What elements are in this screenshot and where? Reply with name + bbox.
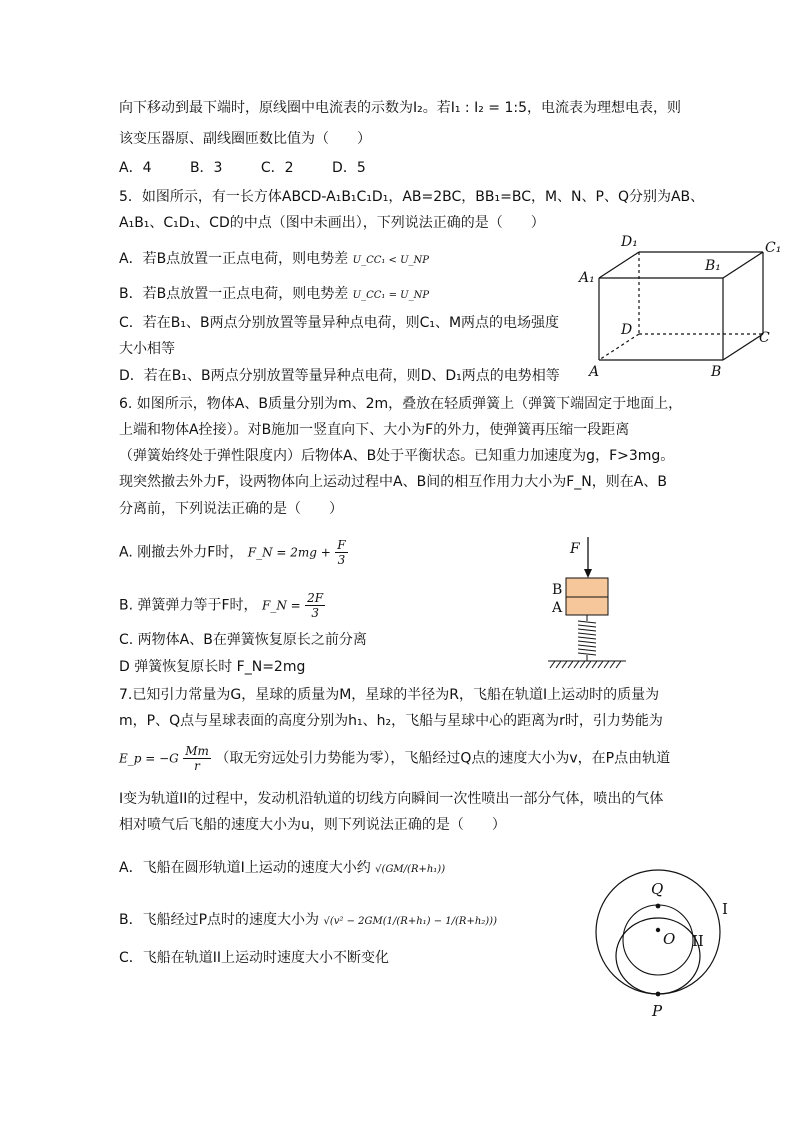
- q4-option-c: C．2: [260, 160, 294, 176]
- q6-stem-1: 6. 如图所示，物体A、B质量分别为m、2m，叠放在轻质弹簧上（弹簧下端固定于地面上，: [119, 396, 683, 412]
- q4-option-b: B．3: [189, 160, 223, 176]
- q6-option-a: [119, 538, 348, 567]
- q7-option-a-formula: √(GM/(R+h₁)): [375, 864, 446, 875]
- q4-option-d: D．5: [332, 160, 366, 176]
- label-c1: C₁: [765, 240, 782, 256]
- q4-option-a: A．4: [119, 160, 152, 176]
- q7-stem-3: [119, 744, 670, 773]
- q6-option-a-fraction: [335, 538, 347, 567]
- q7-ep-left: E_p = −G: [119, 751, 179, 766]
- q5-option-c-2: 大小相等: [119, 341, 175, 357]
- label-d: D: [621, 322, 633, 338]
- point-q: [656, 904, 661, 909]
- q7-ep-denominator: r: [194, 759, 200, 773]
- label-b: B: [552, 582, 563, 598]
- q6-stem-5: 分离前，下列说法正确的是（ ）: [119, 501, 343, 517]
- q7-ep-numerator: Mm: [185, 744, 209, 758]
- q7-stem-1: 7.已知引力常量为G，星球的质量为M，星球的半径为R，飞船在轨道I上运动时的质量为: [119, 687, 660, 703]
- center-o: [656, 928, 660, 932]
- q7-option-b-text: B．飞船经过P点时的速度大小为: [119, 912, 320, 928]
- q6-stem-2: 上端和物体A拴接）。对B施加一竖直向下、大小为F的外力，使弹簧再压缩一段距离: [119, 422, 630, 438]
- q6-option-b-text: B. 弹簧弹力等于F时，: [119, 597, 258, 614]
- q4-line-2: 该变压器原、副线圈匝数比值为（ ）: [119, 131, 371, 147]
- label-b1: B₁: [705, 258, 721, 274]
- q5-option-d: D．若在B₁、B两点分别放置等量异种点电荷，则D、D₁两点的电势相等: [119, 368, 560, 384]
- label-a1: A₁: [579, 270, 595, 286]
- label-a: A: [552, 600, 563, 616]
- q6-option-d: D 弹簧恢复原长时 F_N=2mg: [119, 659, 306, 675]
- label-f: F: [570, 541, 580, 557]
- q6-stem-4: 现突然撤去外力F，设两物体向上运动过程中A、B间的相互作用力大小为F_N，则在A、B: [119, 474, 667, 490]
- q5-stem-1: 5．如图所示，有一长方体ABCD-A₁B₁C₁D₁，AB=2BC，BB₁=BC，M、N、P、Q分别为AB、: [119, 189, 705, 205]
- q6-option-c: C. 两物体A、B在弹簧恢复原长之前分离: [119, 632, 367, 648]
- q5-option-c-1: C．若在B₁、B两点分别放置等量异种点电荷，则C₁、M两点的电场强度: [119, 315, 560, 331]
- q6-option-a-denominator: 3: [337, 553, 346, 567]
- q7-option-a-text: A．飞船在圆形轨道I上运动的速度大小约: [119, 860, 371, 876]
- q4-line-1: 向下移动到最下端时，原线圈中电流表的示数为I₂。若I₁ : I₂ = 1:5，电流表为理想电表，则: [119, 100, 682, 116]
- q7-option-b: [119, 910, 497, 932]
- planet: [623, 905, 693, 975]
- q5-option-a: [119, 249, 429, 271]
- q5-option-b-text: B．若B点放置一正点电荷，则电势差: [119, 286, 349, 302]
- block-a: [566, 597, 608, 615]
- spring: [578, 615, 596, 661]
- q6-option-a-formula-left: F_N = 2mg +: [247, 545, 331, 560]
- label-orbit-i: I: [722, 900, 728, 918]
- q5-option-b-formula: U_CC₁ = U_NP: [352, 290, 430, 301]
- q6-option-b-numerator: 2F: [307, 591, 324, 605]
- q6-stem-3: （弹簧始终处于弹性限度内）后物体A、B处于平衡状态。已知重力加速度为g，F>3mg。: [119, 448, 675, 464]
- q7-stem-5: 相对喷气后飞船的速度大小为u，则下列说法正确的是（ ）: [119, 817, 506, 833]
- q6-option-b: [119, 591, 325, 620]
- q6-option-a-numerator: F: [337, 538, 346, 552]
- q7-option-b-formula: √(v² − 2GM(1/(R+h₁) − 1/(R+h₂))): [323, 916, 497, 927]
- q5-option-a-formula: U_CC₁ < U_NP: [352, 255, 430, 266]
- label-d1: D₁: [621, 234, 638, 250]
- spring-blocks-figure: [540, 535, 640, 675]
- q7-ep-fraction: [183, 744, 211, 773]
- cuboid-figure: [575, 230, 790, 380]
- label-a: A: [589, 364, 600, 380]
- orbit-figure: [580, 868, 750, 1023]
- q7-stem-3-rest: （取无穷远处引力势能为零），飞船经过Q点的速度大小为v，在P点由轨道: [215, 750, 671, 767]
- label-p: P: [652, 1002, 663, 1020]
- q6-option-a-text: A. 刚撤去外力F时，: [119, 544, 244, 561]
- q7-option-c: C．飞船在轨道II上运动时速度大小不断变化: [119, 950, 390, 966]
- q6-option-b-formula-left: F_N =: [262, 598, 301, 613]
- ground: [548, 661, 626, 668]
- q7-stem-4: I变为轨道II的过程中，发动机沿轨道的切线方向瞬间一次性喷出一部分气体，喷出的气体: [119, 791, 664, 807]
- label-orbit-ii: II: [692, 932, 704, 950]
- label-c: C: [759, 330, 770, 346]
- label-b: B: [711, 364, 722, 380]
- q7-stem-2: m，P、Q点与星球表面的高度分别为h₁、h₂，飞船与星球中心的距离为r时，引力势能为: [119, 713, 663, 729]
- point-p: [656, 992, 661, 997]
- q5-option-a-text: A．若B点放置一正点电荷，则电势差: [119, 251, 349, 267]
- q5-option-b: [119, 284, 429, 306]
- q6-option-b-denominator: 3: [311, 606, 319, 620]
- block-b: [566, 578, 608, 597]
- label-q: Q: [651, 880, 664, 898]
- q4-options: [119, 158, 400, 178]
- q7-option-a: [119, 858, 445, 880]
- label-o: O: [663, 930, 676, 948]
- q6-option-b-fraction: [305, 591, 325, 620]
- q5-stem-2: A₁B₁、C₁D₁、CD的中点（图中未画出），下列说法正确的是（ ）: [119, 215, 545, 231]
